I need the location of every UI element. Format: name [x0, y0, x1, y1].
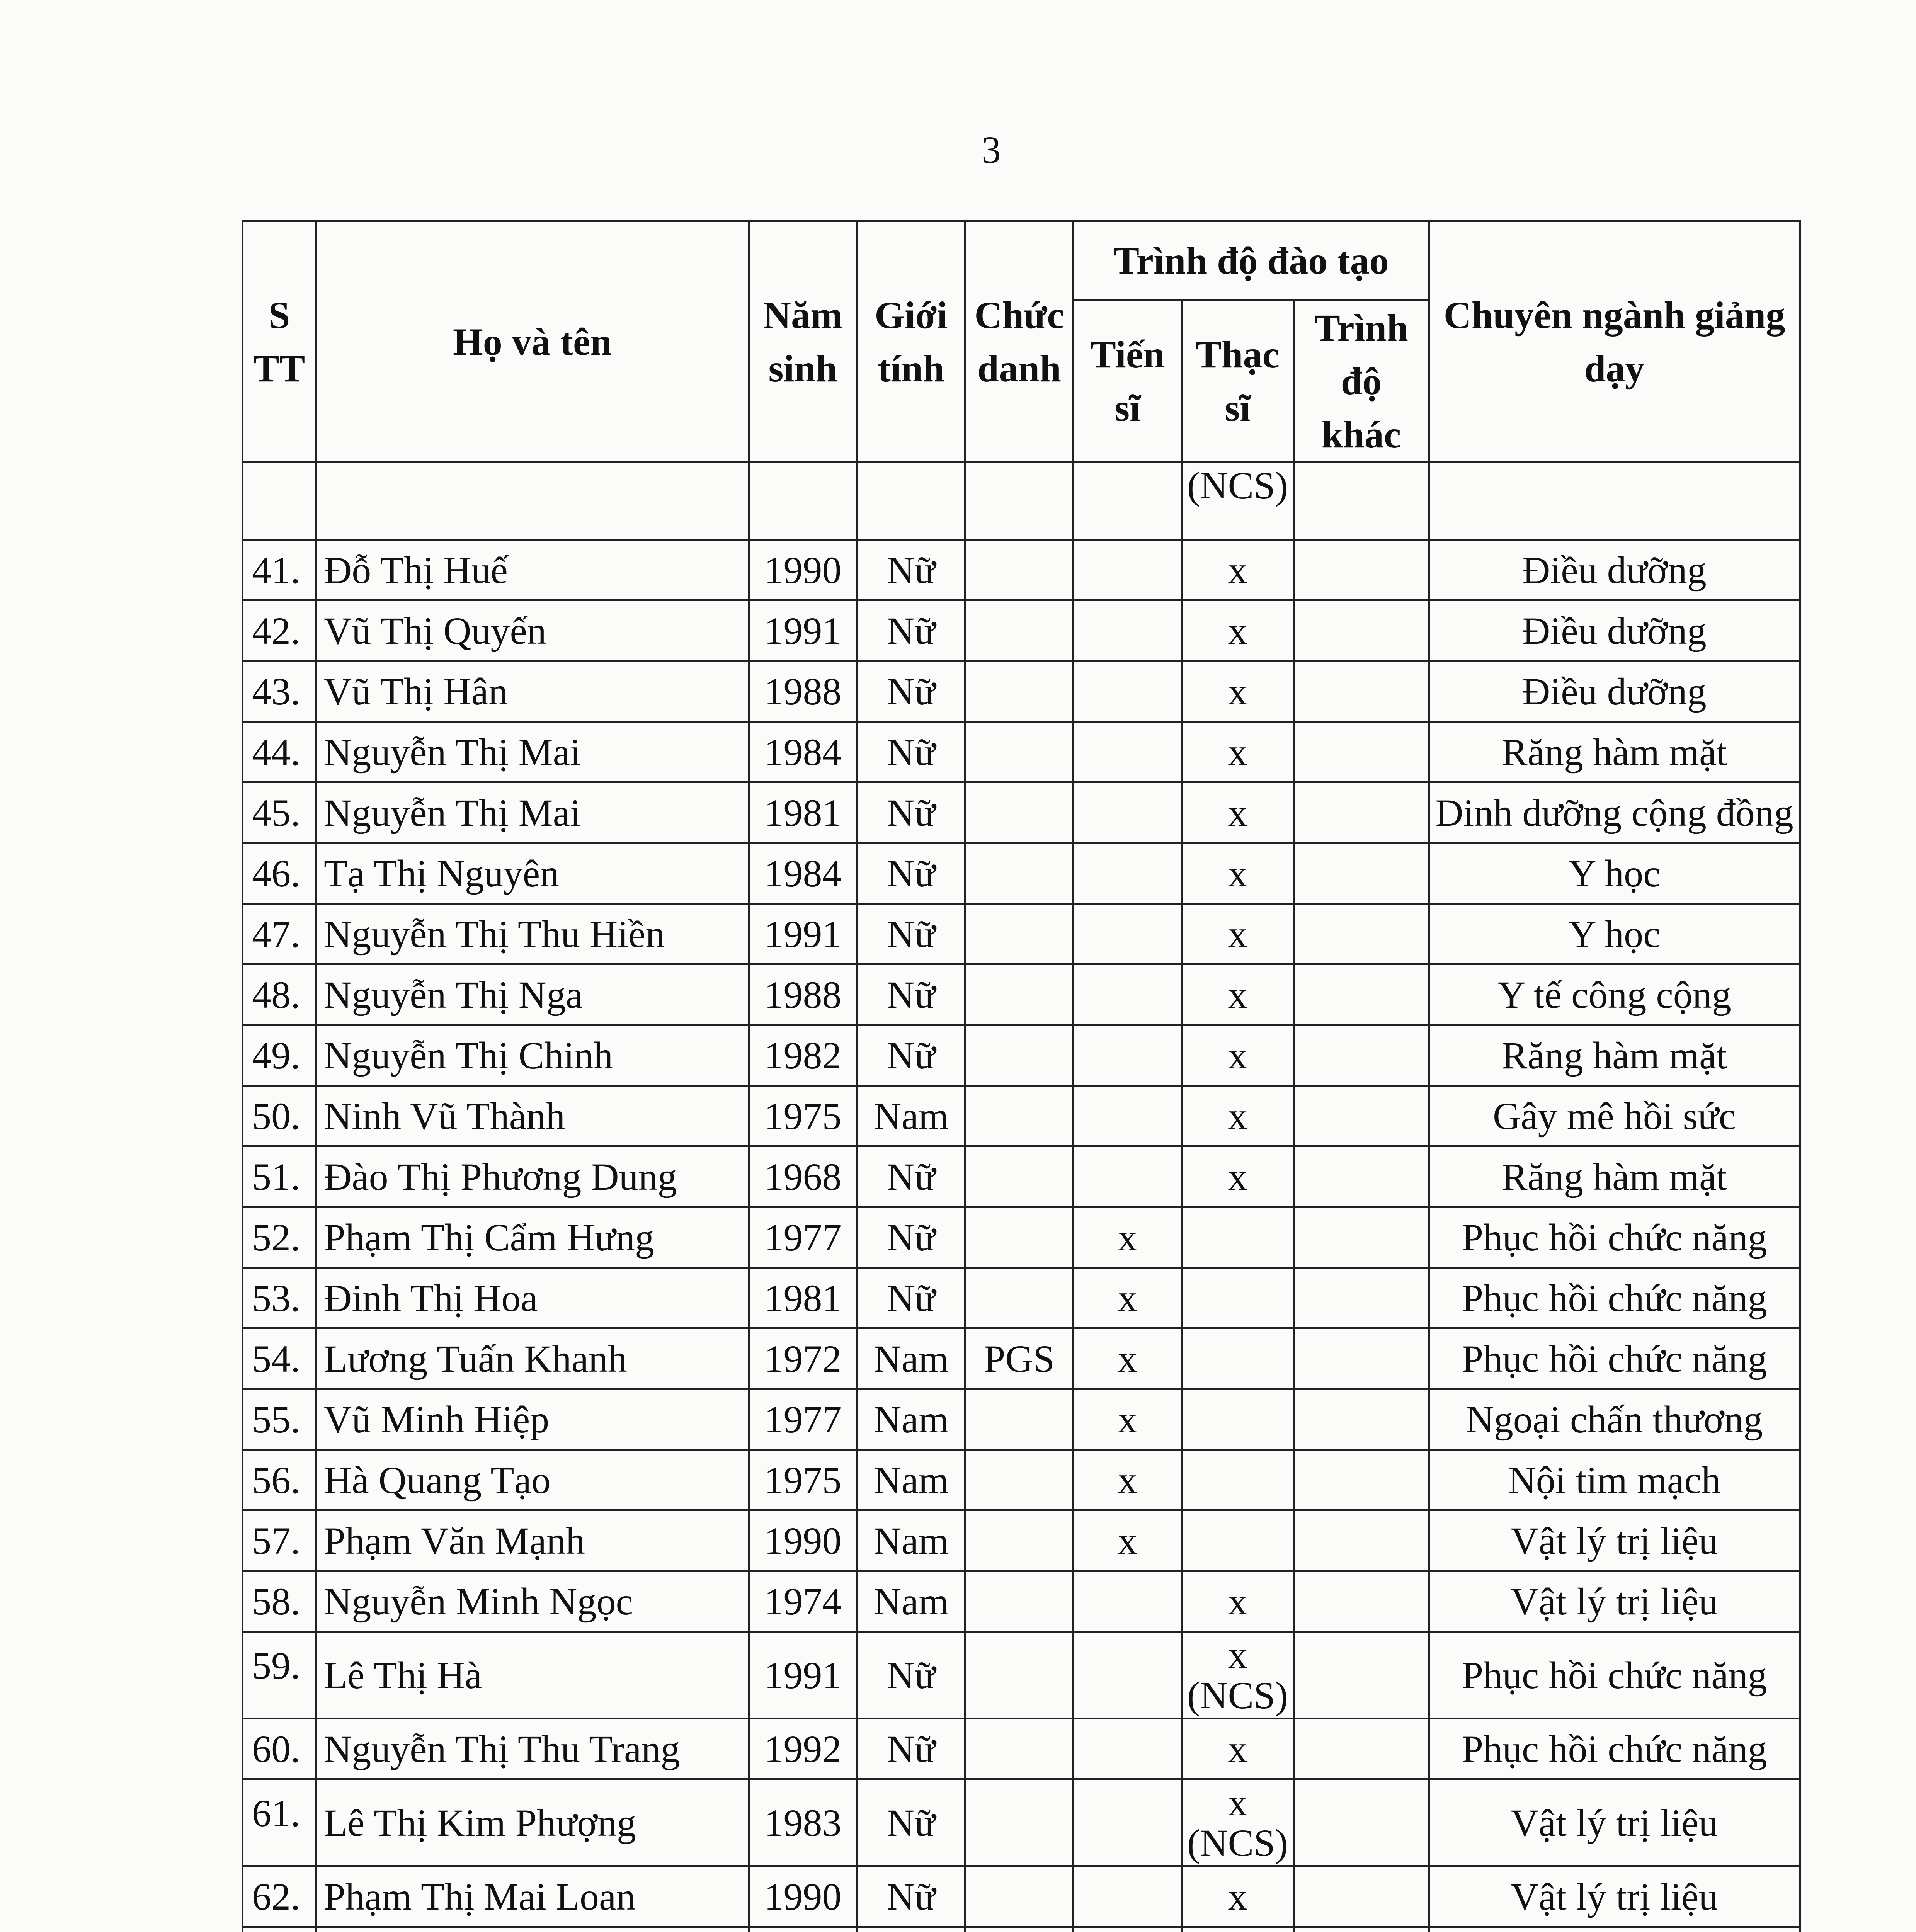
cell-phd: [1074, 904, 1182, 964]
cell-title: [965, 600, 1074, 661]
header-master: Thạc sĩ: [1182, 301, 1294, 463]
cell-other: [1294, 1927, 1429, 1932]
cell-phd: x: [1074, 1450, 1182, 1510]
cell-year: 1981: [749, 782, 857, 843]
cell-year: 1990: [749, 1510, 857, 1571]
cell-phd: x: [1074, 1207, 1182, 1268]
cell-major: Vật lý trị liệu: [1429, 1510, 1800, 1571]
cell-year: 1968: [749, 1146, 857, 1207]
cell-master: x: [1182, 1025, 1294, 1086]
cell-major: Gây mê hồi sức: [1429, 1086, 1800, 1146]
table-row: [243, 1571, 1800, 1632]
table-row: [243, 1719, 1800, 1779]
cell-stt: 62.: [243, 1866, 316, 1927]
header-gender: Giới tính: [857, 221, 965, 463]
cell-stt: 56.: [243, 1450, 316, 1510]
cell-master: [1182, 1779, 1294, 1866]
cell-other: [1294, 964, 1429, 1025]
master-mark: x: [1228, 1781, 1247, 1824]
cell-stt: 57.: [243, 1510, 316, 1571]
cell-phd: [1074, 1719, 1182, 1779]
cell-stt: 48.: [243, 964, 316, 1025]
cell-stt: 59.: [243, 1632, 316, 1719]
table-row: [243, 1025, 1800, 1086]
table-row: [243, 540, 1800, 600]
table-row: [243, 904, 1800, 964]
cell-major: Vật lý trị liệu: [1429, 1866, 1800, 1927]
cell-phd: [1074, 1025, 1182, 1086]
cell-name: Ninh Vũ Thành: [316, 1086, 749, 1146]
table-row: [243, 1450, 1800, 1510]
cell-stt: 42.: [243, 600, 316, 661]
cell-stt: 50.: [243, 1086, 316, 1146]
cell-phd: [1074, 600, 1182, 661]
cell-title: [965, 1866, 1074, 1927]
cell-phd: x: [1074, 1510, 1182, 1571]
cell-name: Đỗ Thị Huế: [316, 540, 749, 600]
cell-gender: Nữ: [857, 1268, 965, 1328]
cell-master: [1182, 1632, 1294, 1719]
cell-master: [1182, 1268, 1294, 1328]
table-row: [243, 1866, 1800, 1927]
cell-major: Điều dưỡng: [1429, 600, 1800, 661]
cell-other: [1294, 1207, 1429, 1268]
cell-title: [965, 904, 1074, 964]
cell-name: Phạm Văn Mạnh: [316, 1510, 749, 1571]
cell-stt: 46.: [243, 843, 316, 904]
cell-stt: 49.: [243, 1025, 316, 1086]
cell-title: [965, 1268, 1074, 1328]
cell-stt: 58.: [243, 1571, 316, 1632]
cell-year: 1984: [749, 722, 857, 782]
cell-phd: [1074, 782, 1182, 843]
cell-name: Vũ Minh Hiệp: [316, 1389, 749, 1450]
cell-gender: Nữ: [857, 1779, 965, 1866]
table-row: [243, 1328, 1800, 1389]
cell-major: Điều dưỡng: [1429, 540, 1800, 600]
cell-gender: Nam: [857, 1328, 965, 1389]
cell-gender: Nữ: [857, 843, 965, 904]
cell-name: Đinh Thị Hoa: [316, 1268, 749, 1328]
header-training: Trình độ đào tạo: [1074, 221, 1429, 301]
cell-stt: [243, 1927, 316, 1932]
cell-master: [1182, 1389, 1294, 1450]
cell-master: [1182, 1450, 1294, 1510]
cell-phd: x: [1074, 1328, 1182, 1389]
cell-other: [1294, 1268, 1429, 1328]
cell-phd: [1074, 661, 1182, 722]
cell-stt: 47.: [243, 904, 316, 964]
cell-year: 1984: [749, 843, 857, 904]
cell-major: Nội tim mạch: [1429, 1450, 1800, 1510]
cell-year: 1991: [749, 904, 857, 964]
cell-gender: Nữ: [857, 904, 965, 964]
cell-name: Nguyễn Thị Thu Hiền: [316, 904, 749, 964]
cell-major: Điều dưỡng: [1429, 661, 1800, 722]
cell-title: [965, 843, 1074, 904]
cell-year: [749, 1927, 857, 1932]
table-row: [243, 1207, 1800, 1268]
cell-major: Y học: [1429, 843, 1800, 904]
cell-major: Vật lý trị liệu: [1429, 1779, 1800, 1866]
cell-major: Y tế công cộng: [1429, 964, 1800, 1025]
table-row: [243, 1086, 1800, 1146]
cell-stt: 61.: [243, 1779, 316, 1866]
cell-other: [1294, 661, 1429, 722]
cell-name: Lê Thị Hà: [316, 1632, 749, 1719]
table-row: [243, 661, 1800, 722]
cell-gender: Nam: [857, 1389, 965, 1450]
cell-year: 1988: [749, 964, 857, 1025]
cell-name: [316, 1927, 749, 1932]
cell-gender: Nữ: [857, 600, 965, 661]
cell-other: [1294, 722, 1429, 782]
cell-stt: 55.: [243, 1389, 316, 1450]
cell-major: Phục hồi chức năng: [1429, 1719, 1800, 1779]
cell-gender: Nữ: [857, 722, 965, 782]
cell-other: [1294, 600, 1429, 661]
cell-year: 1990: [749, 540, 857, 600]
header-major: Chuyên ngành giảng dạy: [1429, 221, 1800, 463]
cell-gender: Nữ: [857, 540, 965, 600]
cell-other: [1294, 1510, 1429, 1571]
cell-other: [1294, 843, 1429, 904]
cell-name: Phạm Thị Cẩm Hưng: [316, 1207, 749, 1268]
cell-major: [1429, 1927, 1800, 1932]
cell-gender: [857, 1927, 965, 1932]
cell-name: Nguyễn Thị Nga: [316, 964, 749, 1025]
cell-gender: Nữ: [857, 1025, 965, 1086]
cell-year: 1991: [749, 600, 857, 661]
cell-phd: [1074, 1571, 1182, 1632]
cell-gender: Nữ: [857, 1207, 965, 1268]
cell-master: x: [1182, 722, 1294, 782]
cell-title: [965, 1571, 1074, 1632]
ncs-note: (NCS): [1187, 1674, 1288, 1717]
cell-phd: x: [1074, 1268, 1182, 1328]
cell-other: [1294, 1450, 1429, 1510]
cell-gender: Nam: [857, 1086, 965, 1146]
cell-major: Răng hàm mặt: [1429, 1025, 1800, 1086]
cell-other: [1294, 1571, 1429, 1632]
cell-year: 1972: [749, 1328, 857, 1389]
cell-gender: Nữ: [857, 1866, 965, 1927]
cell-year: 1977: [749, 1207, 857, 1268]
cell-master: x: [1182, 1719, 1294, 1779]
cell-title: [965, 1510, 1074, 1571]
cell-other: [1294, 904, 1429, 964]
header-year: Năm sinh: [749, 221, 857, 463]
cell-phd: [1074, 843, 1182, 904]
cell-phd: [1074, 1086, 1182, 1146]
page-number: 3: [982, 128, 1001, 171]
cell-year: 1982: [749, 1025, 857, 1086]
cell-title: [965, 1450, 1074, 1510]
cell-master: [1182, 1328, 1294, 1389]
cell-name: Hà Quang Tạo: [316, 1450, 749, 1510]
cell-phd: [1074, 1779, 1182, 1866]
cell-master: [1182, 1510, 1294, 1571]
master-mark: x: [1228, 1633, 1247, 1676]
cell-phd: [1074, 722, 1182, 782]
header-phd: Tiến sĩ: [1074, 301, 1182, 463]
cell-major: Dinh dưỡng cộng đồng: [1429, 782, 1800, 843]
header-stt: S TT: [243, 221, 316, 463]
cell-master: x: [1182, 1146, 1294, 1207]
table-row: [243, 1779, 1800, 1866]
cell-name: Nguyễn Thị Mai: [316, 782, 749, 843]
cell-name: Đào Thị Phương Dung: [316, 1146, 749, 1207]
cell-master: x: [1182, 843, 1294, 904]
cell-stt: 52.: [243, 1207, 316, 1268]
table-row: [243, 1146, 1800, 1207]
cell-stt: 60.: [243, 1719, 316, 1779]
cell-gender: Nữ: [857, 1146, 965, 1207]
cell-title: [965, 1389, 1074, 1450]
cell-major: Ngoại chấn thương: [1429, 1389, 1800, 1450]
table-row: [243, 600, 1800, 661]
cell-title: [965, 1927, 1074, 1932]
cell-title: [965, 1779, 1074, 1866]
cell-year: 1990: [749, 1866, 857, 1927]
cell-other: [1294, 1086, 1429, 1146]
table-row: [243, 1268, 1800, 1328]
cell-title: [965, 1207, 1074, 1268]
cell-major: Phục hồi chức năng: [1429, 1328, 1800, 1389]
cell-stt: 43.: [243, 661, 316, 722]
cell-master: x: [1182, 661, 1294, 722]
cell-stt: 54.: [243, 1328, 316, 1389]
cell-name: Nguyễn Minh Ngọc: [316, 1571, 749, 1632]
cell-other: [1294, 1719, 1429, 1779]
cell-gender: Nam: [857, 1571, 965, 1632]
cell-year: 1983: [749, 1779, 857, 1866]
cell-phd: [1074, 540, 1182, 600]
cell-gender: Nữ: [857, 661, 965, 722]
table-row: [243, 1632, 1800, 1719]
cell-master: x: [1182, 1086, 1294, 1146]
cell-phd: [1074, 1866, 1182, 1927]
cell-phd: [1074, 1632, 1182, 1719]
cell-name: Lê Thị Kim Phượng: [316, 1779, 749, 1866]
cell-title: [965, 1719, 1074, 1779]
cell-other: [1294, 1389, 1429, 1450]
cell-year: 1974: [749, 1571, 857, 1632]
cell-name: Vũ Thị Hân: [316, 661, 749, 722]
cell-major: Y học: [1429, 904, 1800, 964]
cell-major: Phục hồi chức năng: [1429, 1632, 1800, 1719]
cell-title: [965, 782, 1074, 843]
cell-year: 1975: [749, 1450, 857, 1510]
cell-name: Lương Tuấn Khanh: [316, 1328, 749, 1389]
cell-master: x: [1182, 1866, 1294, 1927]
cell-master: x: [1182, 782, 1294, 843]
cell-phd: [1074, 1146, 1182, 1207]
cell-master: x: [1182, 904, 1294, 964]
table-row: [243, 964, 1800, 1025]
cell-master: x: [1182, 540, 1294, 600]
cell-name: Tạ Thị Nguyên: [316, 843, 749, 904]
continuation-row: [243, 463, 1800, 540]
cell-stt: 45.: [243, 782, 316, 843]
cell-title: [965, 1146, 1074, 1207]
cell-title: [965, 540, 1074, 600]
cell-title: [965, 661, 1074, 722]
cell-year: 1981: [749, 1268, 857, 1328]
cell-title: [965, 1025, 1074, 1086]
table-row: [243, 1927, 1800, 1932]
cell-gender: Nữ: [857, 964, 965, 1025]
table-row: [243, 1510, 1800, 1571]
cell-title: [965, 1632, 1074, 1719]
cell-gender: Nữ: [857, 1632, 965, 1719]
cell-major: Phục hồi chức năng: [1429, 1207, 1800, 1268]
cell-major: Răng hàm mặt: [1429, 722, 1800, 782]
cell-title: [965, 964, 1074, 1025]
cell-master: x: [1182, 600, 1294, 661]
cell-master: [1182, 1927, 1294, 1932]
cell-year: 1992: [749, 1719, 857, 1779]
cell-other: [1294, 1632, 1429, 1719]
cell-title: [965, 1086, 1074, 1146]
cell-name: Vũ Thị Quyến: [316, 600, 749, 661]
cell-master: x: [1182, 964, 1294, 1025]
cell-stt: 44.: [243, 722, 316, 782]
cell-gender: Nam: [857, 1450, 965, 1510]
cell-master: x: [1182, 1571, 1294, 1632]
header-other: Trình độ khác: [1294, 301, 1429, 463]
header-title: Chức danh: [965, 221, 1074, 463]
cell-year: 1988: [749, 661, 857, 722]
table-row: [243, 782, 1800, 843]
cell-phd: x: [1074, 1389, 1182, 1450]
table-row: [243, 1389, 1800, 1450]
header-name: Họ và tên: [316, 221, 749, 463]
cell-name: Phạm Thị Mai Loan: [316, 1866, 749, 1927]
cell-name: Nguyễn Thị Thu Trang: [316, 1719, 749, 1779]
cell-other: [1294, 1328, 1429, 1389]
cell-name: Nguyễn Thị Mai: [316, 722, 749, 782]
cell-major: Răng hàm mặt: [1429, 1146, 1800, 1207]
table-body: [243, 463, 1800, 1932]
table-row: [243, 722, 1800, 782]
table-row: [243, 843, 1800, 904]
cell-year: 1975: [749, 1086, 857, 1146]
cell-other: [1294, 1779, 1429, 1866]
cell-title: [965, 722, 1074, 782]
cell-other: [1294, 1146, 1429, 1207]
cell-other: [1294, 782, 1429, 843]
cell-major: Phục hồi chức năng: [1429, 1268, 1800, 1328]
cell-phd: [1074, 1927, 1182, 1932]
cell-stt: 51.: [243, 1146, 316, 1207]
cell-name: Nguyễn Thị Chinh: [316, 1025, 749, 1086]
cell-gender: Nam: [857, 1510, 965, 1571]
cell-other: [1294, 540, 1429, 600]
continuation-note: (NCS): [1182, 463, 1294, 540]
cell-phd: [1074, 964, 1182, 1025]
cell-other: [1294, 1866, 1429, 1927]
cell-year: 1991: [749, 1632, 857, 1719]
cell-master: [1182, 1207, 1294, 1268]
cell-gender: Nữ: [857, 1719, 965, 1779]
cell-stt: 53.: [243, 1268, 316, 1328]
cell-stt: 41.: [243, 540, 316, 600]
cell-gender: Nữ: [857, 782, 965, 843]
cell-year: 1977: [749, 1389, 857, 1450]
cell-title: PGS: [965, 1328, 1074, 1389]
cell-major: Vật lý trị liệu: [1429, 1571, 1800, 1632]
cell-other: [1294, 1025, 1429, 1086]
ncs-note: (NCS): [1187, 1821, 1288, 1864]
staff-table: [242, 220, 1801, 1932]
